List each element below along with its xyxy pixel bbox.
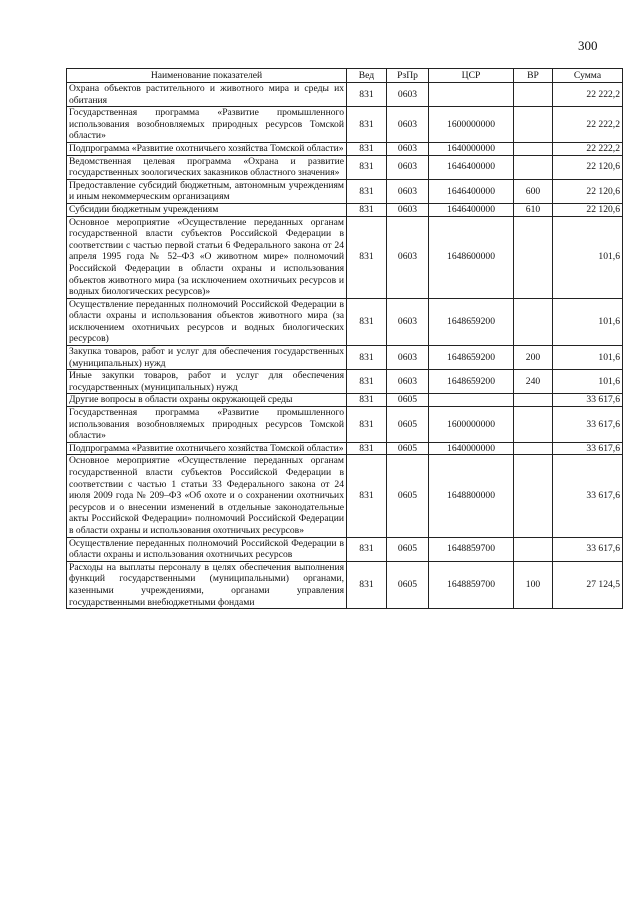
- row-name: Субсидии бюджетным учреждениям: [67, 203, 347, 216]
- row-csr: 1646400000: [429, 179, 514, 203]
- row-rzpr: 0603: [387, 155, 429, 179]
- row-sum: 22 222,2: [553, 142, 623, 155]
- row-sum: 22 222,2: [553, 83, 623, 107]
- table-row: [67, 107, 623, 143]
- table-row: [67, 179, 623, 203]
- row-name: Иные закупки товаров, работ и услуг для обеспечения государственных (муниципальных) нужд: [67, 370, 347, 394]
- table-row: [67, 346, 623, 370]
- table-row: [67, 370, 623, 394]
- row-csr: 1600000000: [429, 107, 514, 143]
- row-rzpr: 0605: [387, 442, 429, 455]
- row-vr: [514, 142, 553, 155]
- row-name: Осуществление переданных полномочий Российской Федерации в области охраны и использования объектов животного мира (за исключением охотничьих ресурсов и водных биологических ресурсов): [67, 298, 347, 345]
- row-vr: [514, 216, 553, 298]
- row-ved: 831: [347, 346, 387, 370]
- row-vr: [514, 155, 553, 179]
- row-ved: 831: [347, 407, 387, 443]
- row-sum: 22 120,6: [553, 179, 623, 203]
- row-ved: 831: [347, 203, 387, 216]
- row-csr: 1648659200: [429, 346, 514, 370]
- row-rzpr: 0603: [387, 142, 429, 155]
- row-ved: 831: [347, 442, 387, 455]
- table-row: [67, 455, 623, 537]
- row-name: Подпрограмма «Развитие охотничьего хозяйства Томской области»: [67, 442, 347, 455]
- table-row: [67, 155, 623, 179]
- row-ved: 831: [347, 107, 387, 143]
- row-csr: 1640000000: [429, 442, 514, 455]
- row-ved: 831: [347, 142, 387, 155]
- row-rzpr: 0603: [387, 216, 429, 298]
- row-ved: 831: [347, 298, 387, 345]
- row-vr: [514, 394, 553, 407]
- row-csr: 1648859700: [429, 561, 514, 608]
- table-row: [67, 142, 623, 155]
- row-rzpr: 0603: [387, 203, 429, 216]
- row-ved: 831: [347, 561, 387, 608]
- row-sum: 22 120,6: [553, 155, 623, 179]
- row-vr: [514, 442, 553, 455]
- row-sum: 101,6: [553, 216, 623, 298]
- row-csr: 1646400000: [429, 203, 514, 216]
- row-sum: 27 124,5: [553, 561, 623, 608]
- row-name: Охрана объектов растительного и животного мира и среды их обитания: [67, 83, 347, 107]
- row-name: Основное мероприятие «Осуществление переданных органам государственной власти субъектов Российской Федерации в соответствии с частью первой статьи 6 Федерального закона от 24 апреля 1995 года № 52–ФЗ «О животном мире» полномочий Российской Федерации в области охраны и использования объектов животного мира (за исключением охотничьих ресурсов и водных биологических ресурсов)»: [67, 216, 347, 298]
- row-vr: [514, 83, 553, 107]
- row-vr: 100: [514, 561, 553, 608]
- row-name: Другие вопросы в области охраны окружающей среды: [67, 394, 347, 407]
- row-ved: 831: [347, 455, 387, 537]
- row-ved: 831: [347, 155, 387, 179]
- table-row: [67, 537, 623, 561]
- table-header-row: [67, 69, 623, 83]
- table-row: [67, 83, 623, 107]
- row-vr: [514, 298, 553, 345]
- row-rzpr: 0603: [387, 179, 429, 203]
- row-name: Подпрограмма «Развитие охотничьего хозяйства Томской области»: [67, 142, 347, 155]
- budget-table: [66, 68, 623, 609]
- row-sum: 22 222,2: [553, 107, 623, 143]
- row-ved: 831: [347, 216, 387, 298]
- row-name: Государственная программа «Развитие промышленного использования возобновляемых природных ресурсов Томской области»: [67, 407, 347, 443]
- row-vr: 200: [514, 346, 553, 370]
- row-rzpr: 0605: [387, 455, 429, 537]
- row-rzpr: 0603: [387, 370, 429, 394]
- row-ved: 831: [347, 370, 387, 394]
- row-ved: 831: [347, 394, 387, 407]
- row-sum: 33 617,6: [553, 394, 623, 407]
- row-sum: 33 617,6: [553, 442, 623, 455]
- row-vr: [514, 537, 553, 561]
- table-row: [67, 216, 623, 298]
- row-vr: [514, 107, 553, 143]
- row-name: Государственная программа «Развитие промышленного использования возобновляемых природных ресурсов Томской области»: [67, 107, 347, 143]
- row-name: Предоставление субсидий бюджетным, автономным учреждениям и иным некоммерческим организациям: [67, 179, 347, 203]
- row-csr: 1640000000: [429, 142, 514, 155]
- row-rzpr: 0603: [387, 298, 429, 345]
- row-csr: 1648659200: [429, 370, 514, 394]
- row-rzpr: 0605: [387, 561, 429, 608]
- row-name: Основное мероприятие «Осуществление переданных органам государственной власти субъектов Российской Федерации в соответствии с частью 1 статьи 33 Федерального закона от 24 июля 2009 года № 209–ФЗ «Об охоте и о сохранении охотничьих ресурсов и о внесении изменений в отдельные законодательные акты Российской Федерации» полномочий Российской Федерации в области охраны и использования охотничьих ресурсов»: [67, 455, 347, 537]
- table-row: [67, 561, 623, 608]
- col-header-vr: ВР: [514, 69, 553, 83]
- row-rzpr: 0603: [387, 107, 429, 143]
- row-csr: [429, 83, 514, 107]
- row-rzpr: 0603: [387, 346, 429, 370]
- row-csr: [429, 394, 514, 407]
- row-ved: 831: [347, 537, 387, 561]
- row-sum: 22 120,6: [553, 203, 623, 216]
- row-rzpr: 0605: [387, 394, 429, 407]
- row-ved: 831: [347, 83, 387, 107]
- row-csr: 1648800000: [429, 455, 514, 537]
- table-row: [67, 394, 623, 407]
- row-rzpr: 0605: [387, 537, 429, 561]
- row-rzpr: 0603: [387, 83, 429, 107]
- row-vr: [514, 455, 553, 537]
- row-sum: 33 617,6: [553, 455, 623, 537]
- row-sum: 33 617,6: [553, 407, 623, 443]
- row-ved: 831: [347, 179, 387, 203]
- row-vr: 240: [514, 370, 553, 394]
- col-header-ved: Вед: [347, 69, 387, 83]
- row-name: Ведомственная целевая программа «Охрана и развитие государственных зоологических заказников областного значения»: [67, 155, 347, 179]
- table-row: [67, 442, 623, 455]
- row-sum: 101,6: [553, 346, 623, 370]
- col-header-csr: ЦСР: [429, 69, 514, 83]
- col-header-name: Наименование показателей: [67, 69, 347, 83]
- row-csr: 1648859700: [429, 537, 514, 561]
- table-row: [67, 203, 623, 216]
- table-row: [67, 298, 623, 345]
- row-vr: 610: [514, 203, 553, 216]
- col-header-sum: Сумма: [553, 69, 623, 83]
- col-header-rzpr: РзПр: [387, 69, 429, 83]
- row-sum: 101,6: [553, 298, 623, 345]
- row-vr: [514, 407, 553, 443]
- row-name: Осуществление переданных полномочий Российской Федерации в области охраны и использования охотничьих ресурсов: [67, 537, 347, 561]
- row-csr: 1600000000: [429, 407, 514, 443]
- row-name: Закупка товаров, работ и услуг для обеспечения государственных (муниципальных) нужд: [67, 346, 347, 370]
- row-rzpr: 0605: [387, 407, 429, 443]
- table-row: [67, 407, 623, 443]
- page-number: 300: [578, 38, 598, 53]
- row-csr: 1646400000: [429, 155, 514, 179]
- row-csr: 1648659200: [429, 298, 514, 345]
- row-csr: 1648600000: [429, 216, 514, 298]
- row-name: Расходы на выплаты персоналу в целях обеспечения выполнения функций государственными (муниципальными) органами, казенными учреждениями, органами управления государственными внебюджетными фондами: [67, 561, 347, 608]
- row-sum: 33 617,6: [553, 537, 623, 561]
- row-sum: 101,6: [553, 370, 623, 394]
- row-vr: 600: [514, 179, 553, 203]
